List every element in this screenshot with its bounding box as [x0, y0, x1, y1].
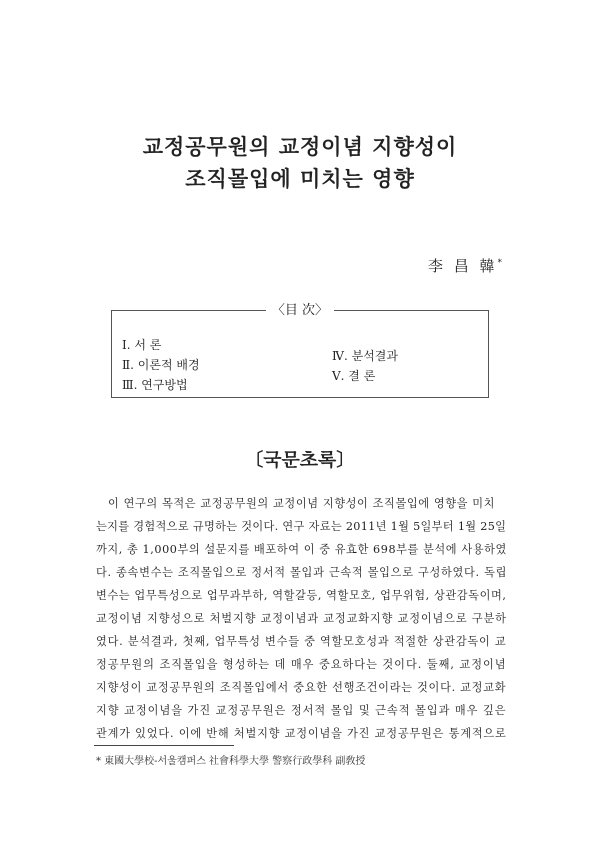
abstract-line-7: 였다. 분석결과, 첫째, 업무특성 변수들 중 역할모호성과 적절한 상관감독이 교: [96, 635, 507, 648]
abstract-line-6: 교정이념 지향성으로 처벌지향 교정이념과 교정교화지향 교정이념으로 구분하: [96, 612, 507, 625]
author-affiliation-footnote: * 東國大學校-서울캠퍼스 社會科學大學 警察行政學科 副敎授: [96, 756, 366, 767]
abstract-line-1: 이 연구의 목적은 교정공무원의 교정이념 지향성이 조직몰입에 영향을 미치: [108, 497, 496, 510]
abstract-line-10: 지향 교정이념을 가진 교정공무원은 정서적 몰입 및 근속적 몰입과 매우 깊은: [96, 704, 507, 717]
toc-heading: [0, 299, 600, 318]
toc-item-1: Ⅰ. 서 론: [122, 338, 162, 352]
abstract-line-4: 다. 종속변수는 조직몰입으로 정서적 몰입과 근속적 몰입으로 구성하였다. 독립: [96, 566, 508, 579]
paper-title-line-2: 조직몰입에 미치는 영향: [185, 167, 415, 191]
abstract-line-2: 는지를 경험적으로 규명하는 것이다. 연구 자료는 2011년 1월 5일부터 1월 25일: [96, 520, 507, 533]
abstract-line-11: 관계가 있었다. 이에 반해 처벌지향 교정이념을 가진 교정공무원은 통계적으로: [96, 727, 507, 740]
author-footnote-mark: *: [497, 258, 502, 268]
toc-item-4: Ⅳ. 분석결과: [332, 349, 398, 363]
toc-heading-text: 〈目 次〉: [266, 303, 334, 318]
footnote-rule: [94, 745, 234, 746]
abstract-line-8: 정공무원의 조직몰입을 형성하는 데 매우 중요하다는 것이다. 둘째, 교정이념: [96, 658, 507, 671]
toc-item-3: Ⅲ. 연구방법: [122, 378, 188, 392]
abstract-heading: [0, 446, 600, 472]
toc-item-5: Ⅴ. 결 론: [332, 369, 376, 383]
abstract-line-3: 까지, 총 1,000부의 설문지를 배포하여 이 중 유효한 698부를 분석에 사용하였: [96, 543, 507, 556]
author-name: 李 昌 韓: [427, 257, 498, 275]
abstract-line-9: 지향성이 교정공무원의 조직몰입에서 중요한 선행조건이라는 것이다. 교정교화: [96, 681, 507, 694]
abstract-heading-text: 〔국문초록〕: [244, 450, 356, 471]
toc-item-2: Ⅱ. 이론적 배경: [122, 358, 200, 372]
paper-title-line-1: 교정공무원의 교정이념 지향성이: [142, 135, 458, 159]
abstract-line-5: 변수는 업무특성으로 업무과부하, 역할갈등, 역할모호, 업무위험, 상관감독이며,: [96, 589, 507, 602]
author: [428, 255, 502, 276]
